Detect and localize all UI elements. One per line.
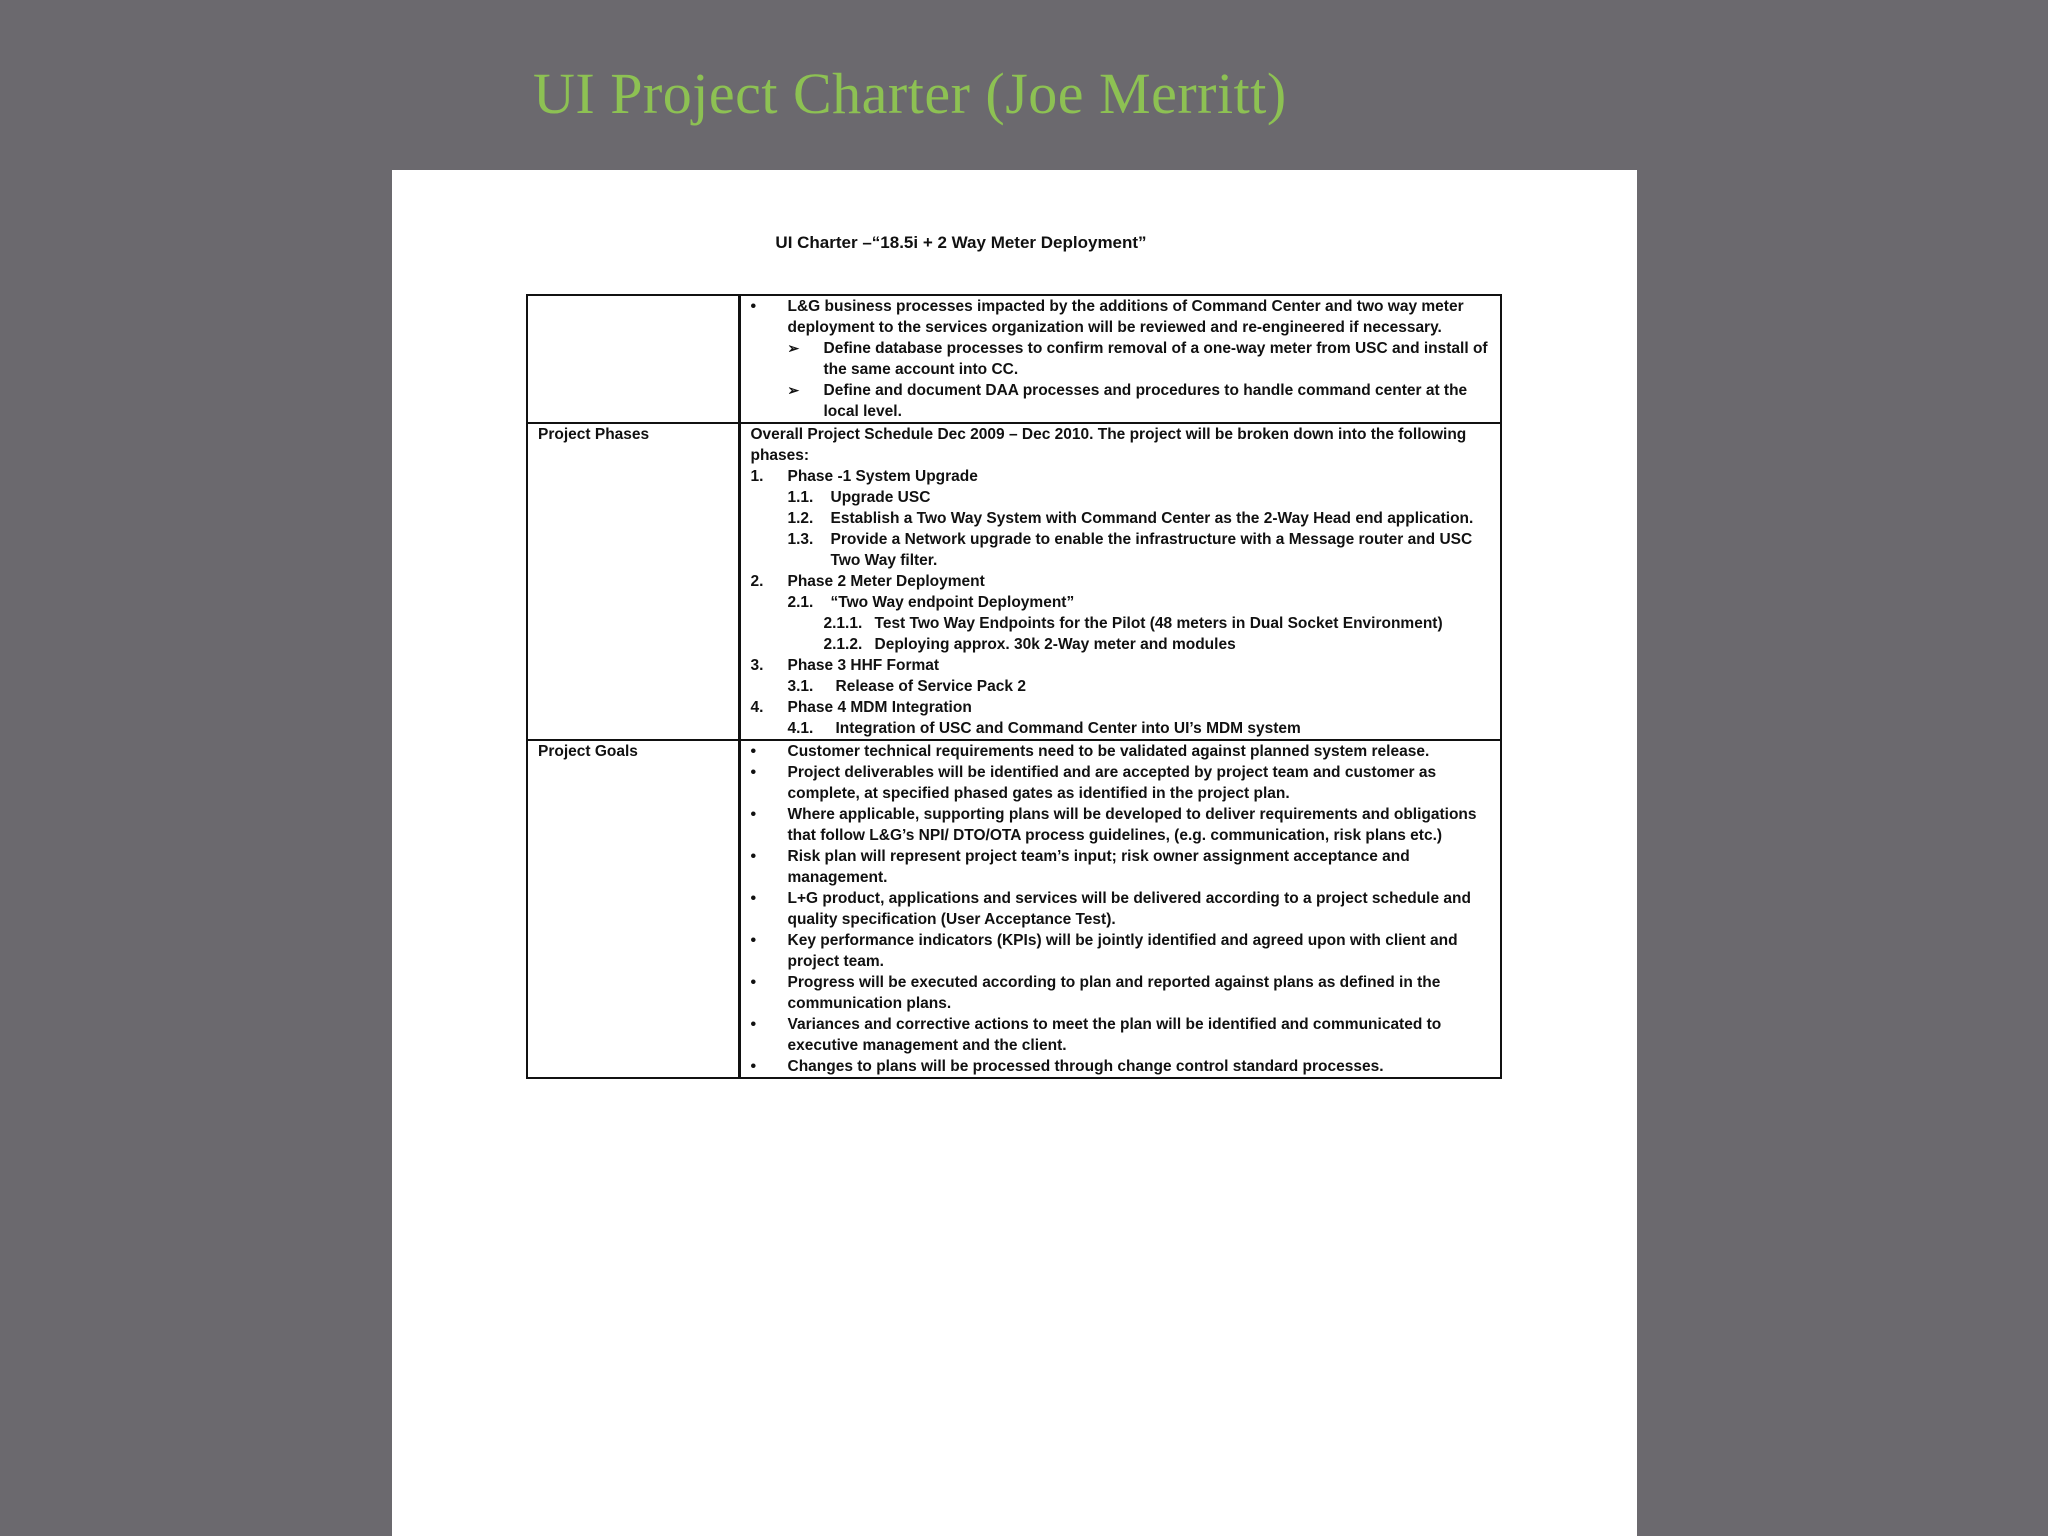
phase-item — [751, 571, 1491, 592]
phase-number: 1. — [750, 468, 764, 485]
phase-item — [751, 634, 1491, 655]
bullet-list — [751, 296, 1491, 338]
phase-number: 2.1.1. — [823, 615, 863, 632]
phase-item — [751, 676, 1491, 697]
phase-number: 3.1. — [787, 678, 814, 695]
row-content — [739, 295, 1501, 423]
phase-text: Phase 4 MDM Integration — [787, 699, 972, 716]
phase-item — [751, 613, 1491, 634]
list-item: • L+G product, applications and services will be delivered according to a project schedule and quality specification (User Acceptance Test). — [751, 888, 1491, 930]
phase-text: Provide a Network upgrade to enable the infrastructure with a Message router and USC Two Way filter. — [830, 531, 1473, 569]
phase-text: Deploying approx. 30k 2-Way meter and modules — [874, 636, 1236, 653]
phase-text: Test Two Way Endpoints for the Pilot (48 meters in Dual Socket Environment) — [874, 615, 1443, 632]
list-item: • Project deliverables will be identified and are accepted by project team and customer as complete, at specified phased gates as identified in the project plan. — [751, 762, 1491, 804]
phase-item — [751, 466, 1491, 487]
phase-text: Establish a Two Way System with Command Center as the 2-Way Head end application. — [830, 510, 1474, 527]
row-label-project-phases: Project Phases — [527, 423, 739, 740]
phase-item — [751, 487, 1491, 508]
list-item: • Risk plan will represent project team’s input; risk owner assignment acceptance and management. — [751, 846, 1491, 888]
phase-number: 4. — [750, 699, 764, 716]
phase-text: Phase 2 Meter Deployment — [787, 573, 985, 590]
list-item: • Where applicable, supporting plans will be developed to deliver requirements and obligations that follow L&G’s NPI/ DTO/OTA process guidelines, (e.g. communication, risk plans etc.) — [751, 804, 1491, 846]
document-page — [392, 170, 1637, 1536]
phase-number: 4.1. — [787, 720, 814, 737]
phase-number: 1.2. — [787, 510, 814, 527]
phase-item — [751, 592, 1491, 613]
phase-text: “Two Way endpoint Deployment” — [830, 594, 1075, 611]
phase-number: 2.1.2. — [823, 636, 863, 653]
phases-content — [739, 423, 1501, 740]
table-row — [527, 423, 1501, 740]
phase-number: 1.1. — [787, 489, 814, 506]
phase-text: Phase 3 HHF Format — [787, 657, 940, 674]
phases-intro: Overall Project Schedule Dec 2009 – Dec 2010. The project will be broken down into the following phases: — [750, 426, 1467, 464]
phase-text: Release of Service Pack 2 — [835, 678, 1026, 695]
list-item: • Customer technical requirements need to be validated against planned system release. — [751, 741, 1491, 762]
row-label-project-goals: Project Goals — [527, 740, 739, 1078]
list-item: ➢ Define database processes to confirm removal of a one-way meter from USC and install of the same account into CC. — [788, 338, 1491, 380]
phase-number: 2.1. — [787, 594, 814, 611]
phase-text: Upgrade USC — [830, 489, 931, 506]
list-item: • Variances and corrective actions to meet the plan will be identified and communicated to executive management and the client. — [751, 1014, 1491, 1056]
phase-number: 1.3. — [787, 531, 814, 548]
phase-item — [751, 508, 1491, 529]
phase-item — [751, 529, 1491, 571]
table-row — [527, 295, 1501, 423]
list-item: • L&G business processes impacted by the additions of Command Center and two way meter deployment to the services organization will be reviewed and re-engineered if necessary. — [751, 296, 1491, 338]
row-label — [527, 295, 739, 423]
phase-number: 3. — [750, 657, 764, 674]
list-item: ➢ Define and document DAA processes and procedures to handle command center at the local level. — [788, 380, 1491, 422]
list-item: • Progress will be executed according to plan and reported against plans as defined in the communication plans. — [751, 972, 1491, 1014]
table-row — [527, 740, 1501, 1078]
phase-list — [751, 466, 1491, 739]
phase-text: Phase -1 System Upgrade — [787, 468, 978, 485]
phase-item — [751, 718, 1491, 739]
document-heading: UI Charter –“18.5i + 2 Way Meter Deployment” — [775, 233, 1147, 252]
phase-item — [751, 655, 1491, 676]
phase-item — [751, 697, 1491, 718]
slide-title: UI Project Charter (Joe Merritt) — [533, 61, 1287, 126]
sub-list — [788, 338, 1491, 422]
charter-table — [526, 294, 1502, 1079]
goals-content — [739, 740, 1501, 1078]
list-item: • Key performance indicators (KPIs) will be jointly identified and agreed upon with client and project team. — [751, 930, 1491, 972]
phase-number: 2. — [750, 573, 764, 590]
list-item: • Changes to plans will be processed through change control standard processes. — [751, 1056, 1491, 1077]
phase-text: Integration of USC and Command Center into UI’s MDM system — [835, 720, 1301, 737]
goal-list — [751, 741, 1491, 1077]
